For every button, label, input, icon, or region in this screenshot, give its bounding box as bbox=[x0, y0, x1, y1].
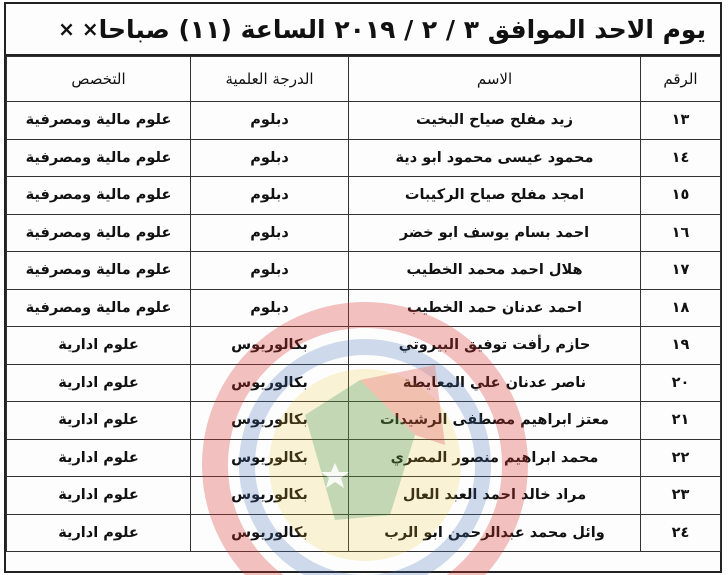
row-name: مراد خالد احمد العبد العال bbox=[349, 477, 641, 515]
row-degree: دبلوم bbox=[191, 214, 349, 252]
row-specialty: علوم ادارية bbox=[7, 327, 191, 365]
header-number: الرقم bbox=[641, 57, 721, 102]
row-number: ٢٢ bbox=[641, 439, 721, 477]
table-row bbox=[7, 252, 721, 290]
table-row bbox=[7, 402, 721, 440]
row-name: محمود عيسى محمود ابو دية bbox=[349, 139, 641, 177]
title-bar bbox=[6, 4, 720, 56]
table-row bbox=[7, 214, 721, 252]
row-number: ١٨ bbox=[641, 289, 721, 327]
row-name: معتز ابراهيم مصطفى الرشيدات bbox=[349, 402, 641, 440]
row-name: محمد ابراهيم منصور المصري bbox=[349, 439, 641, 477]
row-number: ٢١ bbox=[641, 402, 721, 440]
row-name: وائل محمد عبدالرحمن ابو الرب bbox=[349, 514, 641, 552]
row-name: زيد مفلح صياح البخيت bbox=[349, 102, 641, 140]
row-degree: دبلوم bbox=[191, 177, 349, 215]
row-number: ١٦ bbox=[641, 214, 721, 252]
row-specialty: علوم مالية ومصرفية bbox=[7, 289, 191, 327]
title-marks: × × bbox=[58, 17, 99, 41]
row-specialty: علوم ادارية bbox=[7, 439, 191, 477]
row-number: ١٣ bbox=[641, 102, 721, 140]
row-specialty: علوم ادارية bbox=[7, 477, 191, 515]
row-degree: بكالوريوس bbox=[191, 327, 349, 365]
header-name: الاسم bbox=[349, 57, 641, 102]
table-row bbox=[7, 364, 721, 402]
row-degree: دبلوم bbox=[191, 252, 349, 290]
row-degree: دبلوم bbox=[191, 102, 349, 140]
row-specialty: علوم ادارية bbox=[7, 364, 191, 402]
row-number: ٢٤ bbox=[641, 514, 721, 552]
table-row bbox=[7, 139, 721, 177]
row-degree: بكالوريوس bbox=[191, 402, 349, 440]
row-degree: بكالوريوس bbox=[191, 514, 349, 552]
table-row bbox=[7, 477, 721, 515]
row-degree: بكالوريوس bbox=[191, 439, 349, 477]
row-specialty: علوم مالية ومصرفية bbox=[7, 102, 191, 140]
table-row bbox=[7, 439, 721, 477]
row-name: احمد عدنان حمد الخطيب bbox=[349, 289, 641, 327]
table-row bbox=[7, 102, 721, 140]
row-number: ١٩ bbox=[641, 327, 721, 365]
document-sheet bbox=[4, 2, 722, 573]
row-number: ٢٣ bbox=[641, 477, 721, 515]
row-number: ٢٠ bbox=[641, 364, 721, 402]
row-specialty: علوم مالية ومصرفية bbox=[7, 139, 191, 177]
row-number: ١٤ bbox=[641, 139, 721, 177]
table-header-row bbox=[7, 57, 721, 102]
row-name: حازم رأفت توفيق البيروتي bbox=[349, 327, 641, 365]
row-number: ١٥ bbox=[641, 177, 721, 215]
table-row bbox=[7, 327, 721, 365]
row-number: ١٧ bbox=[641, 252, 721, 290]
table-row bbox=[7, 289, 721, 327]
header-degree: الدرجة العلمية bbox=[191, 57, 349, 102]
row-specialty: علوم مالية ومصرفية bbox=[7, 252, 191, 290]
session-title: يوم الاحد الموافق ٣ / ٢ / ٢٠١٩ الساعة (١١) صباحا bbox=[98, 14, 706, 44]
row-specialty: علوم ادارية bbox=[7, 514, 191, 552]
row-name: هلال احمد محمد الخطيب bbox=[349, 252, 641, 290]
row-degree: بكالوريوس bbox=[191, 477, 349, 515]
row-name: احمد بسام يوسف ابو خضر bbox=[349, 214, 641, 252]
row-name: امجد مفلح صياح الركيبات bbox=[349, 177, 641, 215]
row-degree: دبلوم bbox=[191, 139, 349, 177]
row-specialty: علوم ادارية bbox=[7, 402, 191, 440]
row-specialty: علوم مالية ومصرفية bbox=[7, 177, 191, 215]
header-specialty: التخصص bbox=[7, 57, 191, 102]
table-row bbox=[7, 177, 721, 215]
row-specialty: علوم مالية ومصرفية bbox=[7, 214, 191, 252]
row-degree: بكالوريوس bbox=[191, 364, 349, 402]
candidates-table bbox=[6, 56, 721, 552]
table-row bbox=[7, 514, 721, 552]
row-name: ناصر عدنان علي المعايطة bbox=[349, 364, 641, 402]
row-degree: دبلوم bbox=[191, 289, 349, 327]
